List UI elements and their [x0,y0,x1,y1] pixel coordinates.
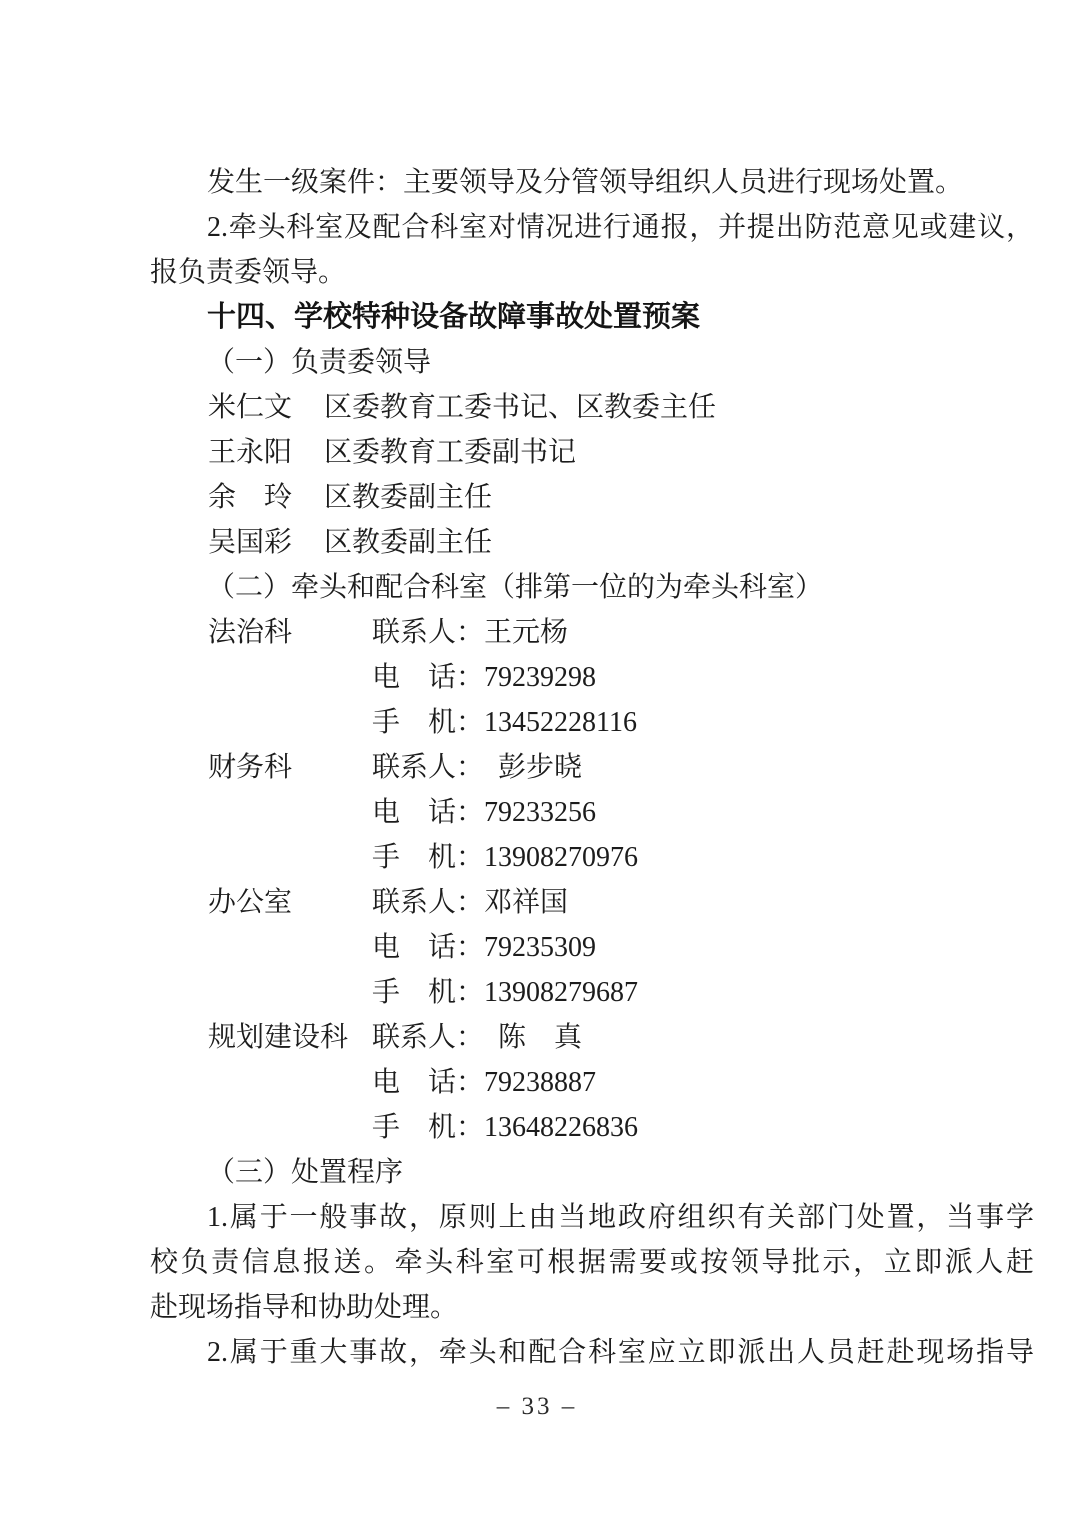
paragraph-line: 2.牵头科室及配合科室对情况进行通报，并提出防范意见或建议， [207,212,1034,243]
contact-value: 邓祥国 [484,887,569,918]
document-body [150,160,1034,1375]
contact-label: 联系人： [372,1022,485,1053]
phone-value: 79239298 [484,662,597,693]
section3-title: （三）处置程序 [207,1157,404,1188]
mobile-value: 13908270976 [484,842,639,873]
phone-value: 79238887 [484,1067,597,1098]
mobile-label: 手 机： [372,1112,485,1143]
mobile-label: 手 机： [372,842,485,873]
department-name: 财务科 [208,752,293,783]
contact-value: 王元杨 [484,617,569,648]
chapter-heading: 十四、学校特种设备故障事故处置预案 [207,301,701,333]
leader-title: 区委教育工委副书记 [324,437,577,468]
department-name: 办公室 [208,887,293,918]
paragraph-line: 报负责委领导。 [150,257,347,288]
leader-name: 王永阳 [208,437,293,468]
phone-label: 电 话： [372,797,485,828]
contact-label: 联系人： [372,887,485,918]
department-contact-row [150,745,1034,790]
contact-value: 陈 真 [484,1022,583,1053]
paragraph-line: 1.属于一般事故，原则上由当地政府组织有关部门处置，当事学 [207,1202,1034,1233]
leader-row [150,430,1034,475]
contact-label: 联系人： [372,617,485,648]
contact-value: 彭步晓 [484,752,583,783]
page-number: – 33 – [496,1393,578,1420]
department-mobile-row [150,835,1034,880]
mobile-label: 手 机： [372,977,485,1008]
department-mobile-row [150,970,1034,1015]
department-phone-row [150,925,1034,970]
mobile-value: 13908279687 [484,977,639,1008]
leader-row [150,520,1034,565]
department-phone-row [150,1060,1034,1105]
leader-title: 区教委副主任 [324,527,493,558]
section1-title: （一）负责委领导 [207,347,432,378]
phone-value: 79235309 [484,932,597,963]
contact-label: 联系人： [372,752,485,783]
phone-label: 电 话： [372,932,485,963]
leader-row [150,385,1034,430]
paragraph-line: 校负责信息报送。牵头科室可根据需要或按领导批示，立即派人赶 [150,1247,1034,1278]
department-contact-row [150,880,1034,925]
phone-value: 79233256 [484,797,597,828]
department-phone-row [150,655,1034,700]
leader-name: 余 玲 [208,482,293,513]
leader-row [150,475,1034,520]
leader-name: 吴国彩 [208,527,293,558]
leader-title: 区教委副主任 [324,482,493,513]
mobile-label: 手 机： [372,707,485,738]
department-contact-row [150,610,1034,655]
department-phone-row [150,790,1034,835]
paragraph-line: 2.属于重大事故，牵头和配合科室应立即派出人员赶赴现场指导 [207,1337,1034,1368]
section2-title: （二）牵头和配合科室（排第一位的为牵头科室） [207,572,824,603]
department-name: 法治科 [208,617,293,648]
department-mobile-row [150,1105,1034,1150]
phone-label: 电 话： [372,1067,485,1098]
department-name: 规划建设科 [208,1022,349,1053]
leader-name: 米仁文 [208,392,293,423]
paragraph-line: 发生一级案件：主要领导及分管领导组织人员进行现场处置。 [207,167,964,198]
department-contact-row [150,1015,1034,1060]
department-mobile-row [150,700,1034,745]
mobile-value: 13452228116 [484,707,637,738]
mobile-value: 13648226836 [484,1112,639,1143]
phone-label: 电 话： [372,662,485,693]
paragraph-line: 赴现场指导和协助处理。 [150,1292,459,1323]
leader-title: 区委教育工委书记、区教委主任 [324,392,717,423]
